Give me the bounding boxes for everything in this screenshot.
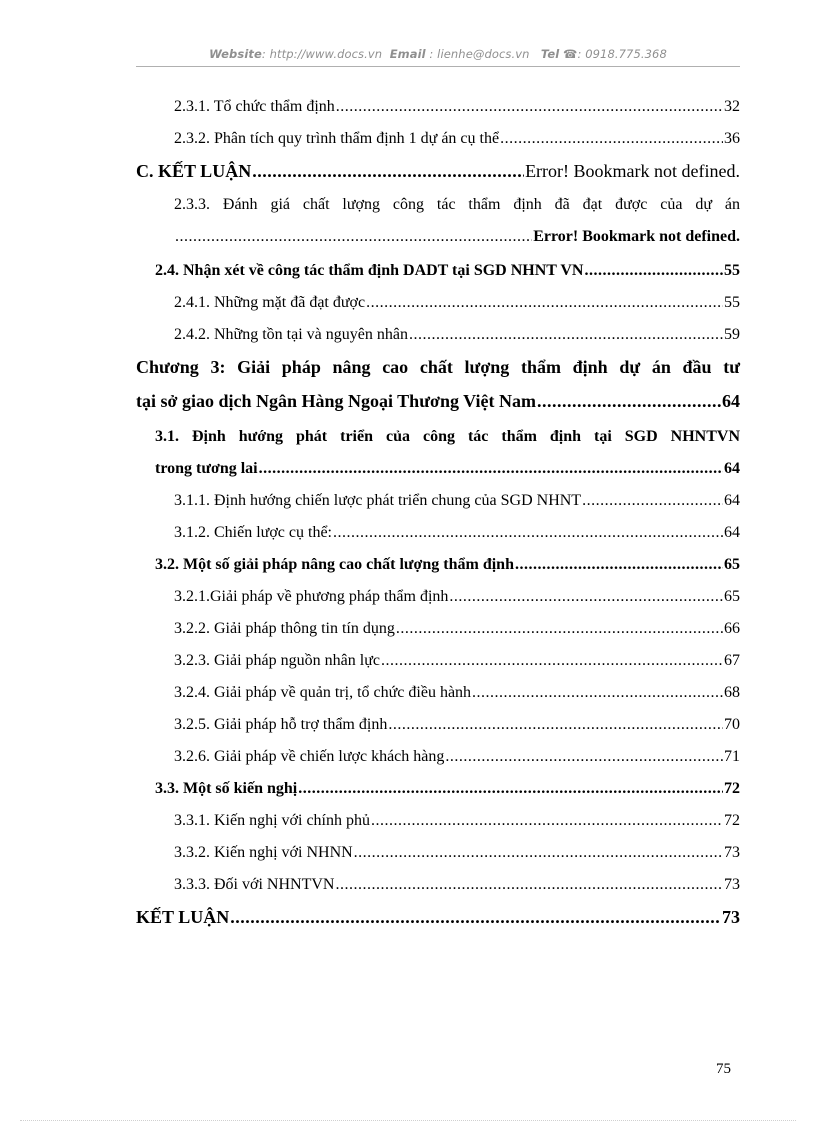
tel-value: : 0918.775.368 [577, 47, 667, 61]
toc-entry[interactable] [174, 586, 740, 608]
email-label: Email [389, 47, 426, 61]
toc-entry[interactable] [136, 356, 740, 378]
toc-entry-page: 71 [724, 748, 740, 765]
toc-entry-page: 59 [724, 326, 740, 343]
page-number: 75 [716, 1061, 731, 1077]
toc-entry-title: 2.3.3. Đánh giá chất lượng công tác thẩm định đã đạt được của dự án [174, 196, 740, 213]
toc-entry-page: 32 [724, 98, 740, 115]
toc-entry[interactable] [174, 810, 740, 832]
toc-entry-page: 68 [724, 684, 740, 701]
toc-entry[interactable] [174, 618, 740, 640]
email-value: : lienhe@docs.vn [425, 47, 530, 61]
toc-entry-page: 64 [724, 524, 740, 541]
toc-entry-title: 2.4.2. Những tồn tại và nguyên nhân [174, 326, 408, 343]
website-label: Website [209, 47, 262, 61]
toc-entry[interactable] [174, 650, 740, 672]
toc-entry-continued[interactable] [136, 390, 740, 412]
toc-entry-page: 73 [724, 844, 740, 861]
toc-entry-page: 55 [724, 262, 740, 279]
toc-entry[interactable] [155, 778, 740, 800]
toc-entry[interactable] [174, 490, 740, 512]
toc-entry-page: 73 [724, 876, 740, 893]
toc-entry-page: 73 [722, 907, 740, 927]
toc-entry-page: 72 [724, 812, 740, 829]
toc-entry[interactable] [136, 160, 740, 182]
toc-entry-page: 66 [724, 620, 740, 637]
toc-entry[interactable] [155, 260, 740, 282]
toc-entry[interactable] [174, 96, 740, 118]
page-header [136, 47, 740, 61]
toc-entry-title: Chương 3: Giải pháp nâng cao chất lượng thẩm định dự án đầu tư [136, 357, 740, 377]
toc-entry-title: 3.2.4. Giải pháp về quản trị, tổ chức điều hành [174, 684, 472, 701]
toc-entry-page: Error! Bookmark not defined. [533, 228, 740, 245]
toc-entry-title: 3.1. Định hướng phát triển của công tác thẩm định tại SGD NHNTVN [155, 428, 740, 445]
toc-entry-page: 67 [724, 652, 740, 669]
phone-icon: ☎ [563, 47, 578, 61]
toc-entry[interactable] [174, 128, 740, 150]
footer-divider [20, 1120, 796, 1121]
toc-entry-page: 72 [724, 780, 740, 797]
toc-entry-title: trong tương lai [155, 460, 258, 477]
toc-entry-title: 2.4.1. Những mặt đã đạt được [174, 294, 366, 311]
toc-entry-page: 64 [724, 460, 740, 477]
toc-entry-page: Error! Bookmark not defined. [525, 161, 740, 181]
toc-entry-page: 36 [724, 130, 740, 147]
header-divider [136, 66, 740, 67]
toc-entry-title: 2.3.1. Tổ chức thẩm định [174, 98, 335, 115]
toc-entry-title: 3.2.2. Giải pháp thông tin tín dụng [174, 620, 395, 637]
toc-entry[interactable] [174, 682, 740, 704]
toc-entry-title: 3.3.2. Kiến nghị với NHNN [174, 844, 353, 861]
toc-entry-page: 64 [722, 391, 740, 411]
tel-label: Tel [540, 47, 560, 61]
toc-entry[interactable] [174, 746, 740, 768]
toc-entry-title: 3.2.6. Giải pháp về chiến lược khách hàng [174, 748, 445, 765]
toc-entry-title: 2.3.2. Phân tích quy trình thẩm định 1 dự án cụ thể [174, 130, 500, 147]
toc-entry-title: 3.2.5. Giải pháp hỗ trợ thẩm định [174, 716, 388, 733]
toc-entry-title: 3.1.2. Chiến lược cụ thể: [174, 524, 332, 541]
toc-entry-title: 3.2. Một số giải pháp nâng cao chất lượng thẩm định [155, 556, 514, 573]
toc-entry-title: 2.4. Nhận xét về công tác thẩm định DADT tại SGD NHNT VN [155, 262, 584, 279]
toc-entry[interactable] [174, 194, 740, 216]
toc-entry-continued[interactable] [155, 458, 740, 480]
toc-entry-title: 3.3.3. Đối với NHNTVN [174, 876, 335, 893]
toc-entry[interactable] [174, 522, 740, 544]
toc-entry-title: 3.3. Một số kiến nghị [155, 780, 298, 797]
toc-entry-title: 3.2.1.Giải pháp về phương pháp thẩm định [174, 588, 449, 605]
toc-entry[interactable] [174, 714, 740, 736]
toc-entry-title: tại sở giao dịch Ngân Hàng Ngoại Thương Việt Nam [136, 391, 536, 411]
toc-entry[interactable] [174, 842, 740, 864]
toc-entry[interactable] [136, 906, 740, 928]
toc-entry-title: 3.3.1. Kiến nghị với chính phủ [174, 812, 370, 829]
toc-entry[interactable] [174, 324, 740, 346]
toc-entry-page: 65 [724, 556, 740, 573]
toc-entry-continued[interactable] [174, 226, 740, 248]
toc-entry-page: 70 [724, 716, 740, 733]
toc-entry[interactable] [155, 554, 740, 576]
toc-entry[interactable] [174, 292, 740, 314]
toc-entry[interactable] [155, 426, 740, 448]
toc-entry-page: 55 [724, 294, 740, 311]
website-value: : http://www.docs.vn [261, 47, 383, 61]
toc-entry-title: KẾT LUẬN [136, 907, 230, 927]
toc-entry-page: 65 [724, 588, 740, 605]
toc-entry-title: C. KẾT LUẬN [136, 161, 252, 181]
toc-entry-page: 64 [724, 492, 740, 509]
toc-entry-title: 3.2.3. Giải pháp nguồn nhân lực [174, 652, 380, 669]
toc-entry-title: 3.1.1. Định hướng chiến lược phát triển chung của SGD NHNT [174, 492, 582, 509]
toc-entry[interactable] [174, 874, 740, 896]
